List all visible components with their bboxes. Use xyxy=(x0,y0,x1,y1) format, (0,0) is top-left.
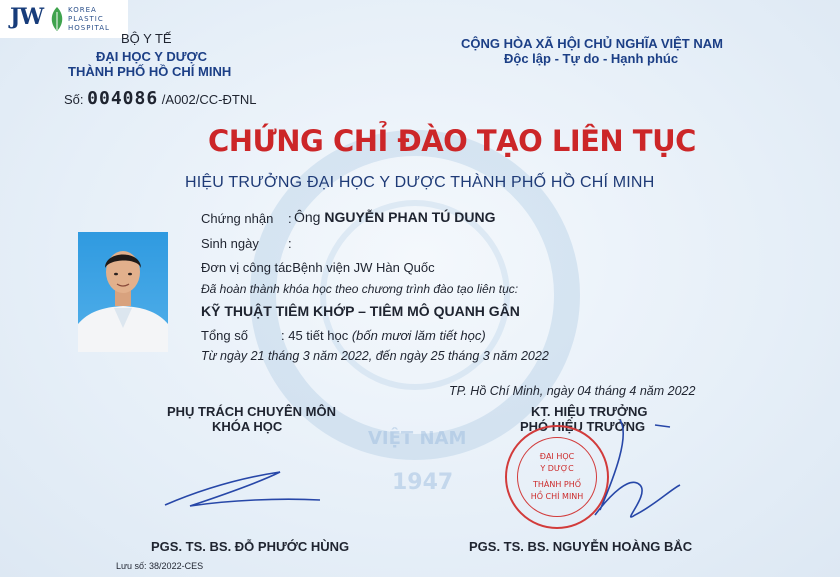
stamp-line3: THÀNH PHỐ xyxy=(532,480,582,489)
logo-line2: PLASTIC xyxy=(68,15,104,23)
left-signature xyxy=(160,460,330,520)
holder-photo xyxy=(78,232,168,352)
work-value: : Bệnh viện JW Hàn Quốc xyxy=(285,260,435,275)
cert-holder xyxy=(294,209,495,225)
stamp-line1: ĐẠI HỌC xyxy=(539,452,575,461)
logo-line1: KOREA xyxy=(68,6,97,14)
ministry-name: BỘ Y TẾ xyxy=(121,31,172,46)
work-label: Đơn vị công tác xyxy=(201,260,292,275)
right-signer-name: PGS. TS. BS. NGUYỄN HOÀNG BẮC xyxy=(469,539,693,554)
stamp-line2: Y DƯỢC xyxy=(540,464,574,473)
left-signer-name: PGS. TS. BS. ĐỖ PHƯỚC HÙNG xyxy=(151,539,350,554)
stamp-line4: HỒ CHÍ MINH xyxy=(530,492,584,501)
number-label: Số: xyxy=(64,92,84,107)
course-dates: Từ ngày 21 tháng 3 năm 2022, đến ngày 25 tháng 3 năm 2022 xyxy=(201,349,549,363)
right-signature xyxy=(560,415,690,535)
cert-colon: : xyxy=(288,211,292,226)
university-city: THÀNH PHỐ HỒ CHÍ MINH xyxy=(68,64,232,79)
cert-prefix: Ông xyxy=(294,209,321,225)
course-name: KỸ THUẬT TIÊM KHỚP – TIÊM MÔ QUANH GÂN xyxy=(201,303,520,319)
watermark-text-vietnam: VIỆT NAM xyxy=(368,428,467,449)
total-words: (bốn mươi lăm tiết học) xyxy=(351,328,486,343)
leaf-icon xyxy=(48,6,66,32)
portrait-icon xyxy=(78,232,168,352)
place-date: TP. Hồ Chí Minh, ngày 04 tháng 4 năm 2022 xyxy=(449,384,696,398)
left-signer-title: PHỤ TRÁCH CHUYÊN MÔN xyxy=(167,404,336,419)
certificate-subtitle: HIỆU TRƯỞNG ĐẠI HỌC Y DƯỢC THÀNH PHỐ HỒ CHÍ MINH xyxy=(185,174,655,191)
total-value: : 45 tiết học xyxy=(281,328,349,343)
right-signer-subtitle: PHÓ HIỆU TRƯỞNG xyxy=(520,419,646,434)
hospital-logo xyxy=(0,0,128,38)
certificate-title: CHỨNG CHỈ ĐÀO TẠO LIÊN TỤC xyxy=(208,124,696,158)
dob-label: Sinh ngày xyxy=(201,236,259,251)
left-signer-subtitle: KHÓA HỌC xyxy=(212,419,283,434)
cert-name: NGUYỄN PHAN TÚ DUNG xyxy=(324,209,496,225)
completion-statement: Đã hoàn thành khóa học theo chương trình đào tạo liên tục: xyxy=(201,282,519,296)
university-name: ĐẠI HỌC Y DƯỢC xyxy=(96,49,207,64)
certificate-number xyxy=(64,88,256,109)
number-value: 004086 xyxy=(87,88,159,109)
right-signer-title: KT. HIỆU TRƯỞNG xyxy=(531,404,648,419)
archive-number: Lưu số: 38/2022-CES xyxy=(116,561,204,571)
logo-mark: JW xyxy=(10,4,44,30)
number-suffix: /A002/CC-ĐTNL xyxy=(161,92,257,107)
watermark-text-year: 1947 xyxy=(392,470,454,495)
dob-colon: : xyxy=(288,236,292,251)
cert-label: Chứng nhận xyxy=(201,211,274,226)
logo-line3: HOSPITAL xyxy=(68,24,110,32)
country-name: CỘNG HÒA XÃ HỘI CHỦ NGHĨA VIỆT NAM xyxy=(461,36,723,51)
country-motto: Độc lập - Tự do - Hạnh phúc xyxy=(504,51,679,66)
total-hours xyxy=(281,328,486,343)
total-label: Tổng số xyxy=(201,328,248,343)
